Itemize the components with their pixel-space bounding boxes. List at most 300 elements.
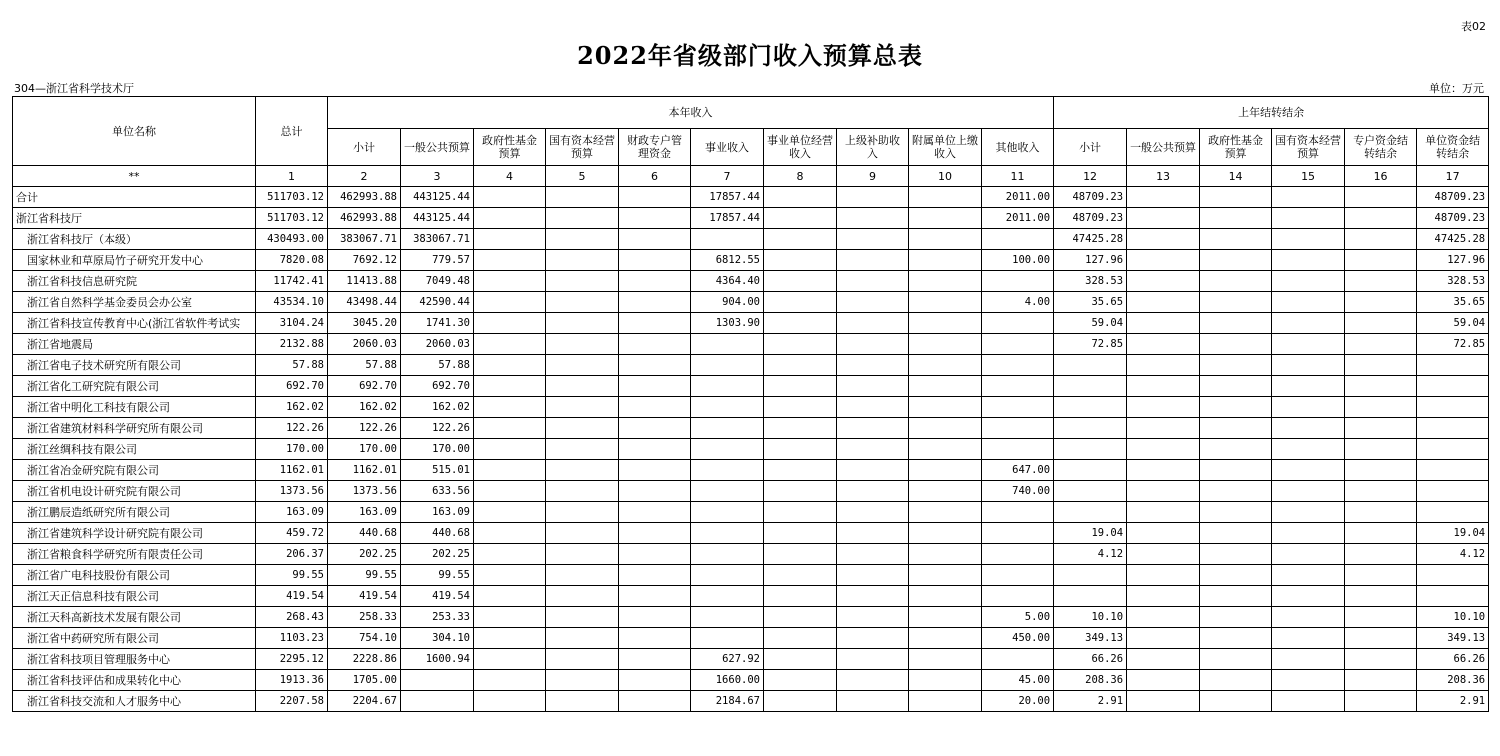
value-cell (546, 313, 619, 334)
value-cell (982, 229, 1054, 250)
column-index: 4 (474, 166, 546, 187)
value-cell (837, 418, 909, 439)
value-cell (474, 355, 546, 376)
value-cell (1054, 376, 1127, 397)
value-cell: 6812.55 (691, 250, 764, 271)
value-cell: 10.10 (1417, 607, 1489, 628)
value-cell: 10.10 (1054, 607, 1127, 628)
table-row (13, 481, 1489, 502)
value-cell (546, 586, 619, 607)
value-cell: 253.33 (401, 607, 474, 628)
column-index: 17 (1417, 166, 1489, 187)
value-cell (1127, 397, 1200, 418)
value-cell (474, 187, 546, 208)
value-cell (1127, 649, 1200, 670)
value-cell: 202.25 (328, 544, 401, 565)
table-row (13, 271, 1489, 292)
value-cell: 48709.23 (1054, 187, 1127, 208)
unit-label: 单位：万元 (1429, 82, 1484, 95)
value-cell (909, 376, 982, 397)
value-cell: 419.54 (256, 586, 328, 607)
value-cell (619, 313, 691, 334)
value-cell (1345, 670, 1417, 691)
value-cell (1127, 691, 1200, 712)
value-cell (1272, 397, 1345, 418)
table-row (13, 670, 1489, 691)
value-cell (691, 376, 764, 397)
value-cell: 170.00 (328, 439, 401, 460)
value-cell (546, 628, 619, 649)
value-cell (1272, 691, 1345, 712)
value-cell (1127, 628, 1200, 649)
table-row (13, 355, 1489, 376)
value-cell (1200, 565, 1272, 586)
value-cell: 443125.44 (401, 187, 474, 208)
value-cell (1345, 334, 1417, 355)
table-row (13, 376, 1489, 397)
value-cell (764, 586, 837, 607)
column-index: 5 (546, 166, 619, 187)
value-cell (691, 439, 764, 460)
table-row (13, 502, 1489, 523)
value-cell (837, 397, 909, 418)
value-cell (1417, 502, 1489, 523)
value-cell: 647.00 (982, 460, 1054, 481)
table-row (13, 607, 1489, 628)
value-cell (1272, 586, 1345, 607)
value-cell (1272, 607, 1345, 628)
value-cell (1127, 460, 1200, 481)
value-cell (1200, 376, 1272, 397)
value-cell (546, 670, 619, 691)
value-cell: 443125.44 (401, 208, 474, 229)
table-row (13, 628, 1489, 649)
value-cell (1272, 250, 1345, 271)
value-cell (764, 691, 837, 712)
value-cell (764, 229, 837, 250)
value-cell (474, 271, 546, 292)
value-cell: 48709.23 (1054, 208, 1127, 229)
value-cell (764, 376, 837, 397)
value-cell: 627.92 (691, 649, 764, 670)
value-cell: 99.55 (256, 565, 328, 586)
value-cell (1272, 439, 1345, 460)
value-cell: 57.88 (256, 355, 328, 376)
column-index: 3 (401, 166, 474, 187)
value-cell: 208.36 (1054, 670, 1127, 691)
value-cell (837, 439, 909, 460)
value-cell: 122.26 (401, 418, 474, 439)
value-cell (474, 628, 546, 649)
value-cell (619, 376, 691, 397)
value-cell (982, 334, 1054, 355)
table-row (13, 250, 1489, 271)
table-row (13, 544, 1489, 565)
value-cell (1345, 250, 1417, 271)
column-header: 财政专户管理资金 (619, 129, 691, 166)
value-cell: 47425.28 (1054, 229, 1127, 250)
value-cell (837, 334, 909, 355)
value-cell (1127, 376, 1200, 397)
value-cell (1054, 397, 1127, 418)
column-index: 8 (764, 166, 837, 187)
value-cell: 462993.88 (328, 208, 401, 229)
value-cell: 4.00 (982, 292, 1054, 313)
unit-name-cell: 浙江省科技交流和人才服务中心 (13, 691, 256, 712)
value-cell (909, 670, 982, 691)
value-cell (1127, 418, 1200, 439)
value-cell (909, 523, 982, 544)
value-cell (1345, 292, 1417, 313)
value-cell: 47425.28 (1417, 229, 1489, 250)
value-cell (546, 565, 619, 586)
value-cell: 419.54 (401, 586, 474, 607)
value-cell (474, 313, 546, 334)
value-cell (764, 397, 837, 418)
column-header: 上级补助收入 (837, 129, 909, 166)
value-cell (619, 439, 691, 460)
value-cell (474, 418, 546, 439)
value-cell (1272, 208, 1345, 229)
value-cell (1200, 250, 1272, 271)
value-cell: 740.00 (982, 481, 1054, 502)
value-cell (1272, 292, 1345, 313)
value-cell (474, 376, 546, 397)
value-cell (619, 691, 691, 712)
value-cell: 779.57 (401, 250, 474, 271)
value-cell (619, 628, 691, 649)
value-cell (1345, 586, 1417, 607)
value-cell: 127.96 (1417, 250, 1489, 271)
value-cell: 1303.90 (691, 313, 764, 334)
value-cell (1345, 565, 1417, 586)
unit-name-cell: 浙江省化工研究院有限公司 (13, 376, 256, 397)
value-cell (1272, 544, 1345, 565)
value-cell (909, 502, 982, 523)
value-cell (546, 544, 619, 565)
value-cell (764, 502, 837, 523)
page-title: 2022年省级部门收入预算总表 (577, 41, 923, 70)
value-cell (1054, 418, 1127, 439)
value-cell (1200, 292, 1272, 313)
value-cell: 99.55 (401, 565, 474, 586)
value-cell (1272, 481, 1345, 502)
value-cell: 1913.36 (256, 670, 328, 691)
value-cell (1200, 229, 1272, 250)
value-cell (764, 523, 837, 544)
value-cell (1272, 187, 1345, 208)
value-cell (474, 649, 546, 670)
value-cell (1417, 481, 1489, 502)
value-cell (1417, 565, 1489, 586)
value-cell (1272, 229, 1345, 250)
value-cell (837, 313, 909, 334)
value-cell: 35.65 (1054, 292, 1127, 313)
value-cell: 17857.44 (691, 187, 764, 208)
unit-name-cell: 浙江省粮食科学研究所有限责任公司 (13, 544, 256, 565)
value-cell (1345, 397, 1417, 418)
value-cell: 692.70 (328, 376, 401, 397)
value-cell (1417, 460, 1489, 481)
value-cell (619, 565, 691, 586)
table-row (13, 460, 1489, 481)
value-cell: 1660.00 (691, 670, 764, 691)
value-cell: 328.53 (1054, 271, 1127, 292)
value-cell (619, 481, 691, 502)
value-cell (546, 439, 619, 460)
value-cell (546, 376, 619, 397)
value-cell (1127, 481, 1200, 502)
value-cell: 163.09 (328, 502, 401, 523)
value-cell (691, 460, 764, 481)
value-cell (1054, 439, 1127, 460)
value-cell (1345, 355, 1417, 376)
value-cell: 7692.12 (328, 250, 401, 271)
unit-name-cell: 浙江省科技评估和成果转化中心 (13, 670, 256, 691)
value-cell: 45.00 (982, 670, 1054, 691)
value-cell: 419.54 (328, 586, 401, 607)
value-cell (909, 544, 982, 565)
value-cell: 1741.30 (401, 313, 474, 334)
value-cell (474, 334, 546, 355)
value-cell (909, 334, 982, 355)
value-cell (546, 502, 619, 523)
header-current-year: 本年收入 (328, 97, 1054, 129)
value-cell (474, 670, 546, 691)
value-cell (1200, 502, 1272, 523)
column-header: 小计 (328, 129, 401, 166)
unit-name-cell: 浙江天正信息科技有限公司 (13, 586, 256, 607)
value-cell: 162.02 (256, 397, 328, 418)
value-cell (401, 691, 474, 712)
table-row (13, 292, 1489, 313)
value-cell: 3104.24 (256, 313, 328, 334)
value-cell (909, 586, 982, 607)
value-cell (837, 523, 909, 544)
value-cell (619, 649, 691, 670)
value-cell: 2011.00 (982, 208, 1054, 229)
value-cell (909, 628, 982, 649)
column-index: 14 (1200, 166, 1272, 187)
table-row (13, 565, 1489, 586)
value-cell (1054, 355, 1127, 376)
value-cell: 72.85 (1417, 334, 1489, 355)
value-cell (909, 481, 982, 502)
unit-name-cell: 浙江省建筑科学设计研究院有限公司 (13, 523, 256, 544)
value-cell (474, 607, 546, 628)
unit-name-cell: 浙江省机电设计研究院有限公司 (13, 481, 256, 502)
table-row (13, 586, 1489, 607)
value-cell (837, 187, 909, 208)
value-cell (1127, 544, 1200, 565)
column-header: 政府性基金预算 (474, 129, 546, 166)
value-cell (619, 586, 691, 607)
value-cell (546, 418, 619, 439)
unit-name-cell: 浙江省地震局 (13, 334, 256, 355)
value-cell (909, 691, 982, 712)
value-cell (1200, 523, 1272, 544)
value-cell (764, 187, 837, 208)
value-cell (982, 271, 1054, 292)
value-cell (474, 439, 546, 460)
value-cell: 163.09 (401, 502, 474, 523)
value-cell (1127, 313, 1200, 334)
value-cell: 19.04 (1054, 523, 1127, 544)
value-cell (546, 271, 619, 292)
table-row (13, 523, 1489, 544)
column-header: 国有资本经营预算 (546, 129, 619, 166)
unit-name-cell: 合计 (13, 187, 256, 208)
value-cell (474, 250, 546, 271)
value-cell (1200, 313, 1272, 334)
value-cell: 2295.12 (256, 649, 328, 670)
value-cell (764, 355, 837, 376)
value-cell (764, 565, 837, 586)
value-cell: 754.10 (328, 628, 401, 649)
value-cell (1200, 355, 1272, 376)
value-cell (619, 502, 691, 523)
value-cell (619, 271, 691, 292)
value-cell (474, 292, 546, 313)
unit-name-cell: 浙江省中药研究所有限公司 (13, 628, 256, 649)
value-cell (837, 271, 909, 292)
value-cell: 440.68 (328, 523, 401, 544)
value-cell (1272, 271, 1345, 292)
value-cell (837, 376, 909, 397)
value-cell (1054, 565, 1127, 586)
column-index: 10 (909, 166, 982, 187)
value-cell (764, 250, 837, 271)
column-header: 国有资本经营预算 (1272, 129, 1345, 166)
value-cell (1200, 271, 1272, 292)
value-cell (546, 607, 619, 628)
value-cell (909, 250, 982, 271)
value-cell (1272, 460, 1345, 481)
value-cell (1200, 649, 1272, 670)
value-cell (1272, 418, 1345, 439)
table-row (13, 397, 1489, 418)
unit-name-cell: 浙江省建筑材料科学研究所有限公司 (13, 418, 256, 439)
value-cell: 48709.23 (1417, 187, 1489, 208)
value-cell (546, 649, 619, 670)
value-cell (1200, 628, 1272, 649)
value-cell: 4.12 (1417, 544, 1489, 565)
value-cell (1272, 376, 1345, 397)
value-cell (764, 313, 837, 334)
value-cell (1127, 208, 1200, 229)
value-cell: 1162.01 (256, 460, 328, 481)
header-last-year: 上年结转结余 (1054, 97, 1489, 129)
value-cell: 2060.03 (401, 334, 474, 355)
value-cell (619, 670, 691, 691)
column-index: 15 (1272, 166, 1345, 187)
table-row (13, 208, 1489, 229)
value-cell (1127, 271, 1200, 292)
column-header: 附属单位上缴收入 (909, 129, 982, 166)
value-cell (546, 691, 619, 712)
value-cell (764, 544, 837, 565)
value-cell: 511703.12 (256, 187, 328, 208)
value-cell (619, 607, 691, 628)
value-cell: 692.70 (401, 376, 474, 397)
value-cell: 48709.23 (1417, 208, 1489, 229)
value-cell (1054, 481, 1127, 502)
value-cell (909, 187, 982, 208)
value-cell (691, 565, 764, 586)
value-cell (1417, 439, 1489, 460)
value-cell (982, 313, 1054, 334)
value-cell (1272, 670, 1345, 691)
value-cell (837, 586, 909, 607)
value-cell (546, 334, 619, 355)
value-cell: 268.43 (256, 607, 328, 628)
value-cell: 430493.00 (256, 229, 328, 250)
value-cell (546, 523, 619, 544)
value-cell (691, 481, 764, 502)
value-cell: 11413.88 (328, 271, 401, 292)
value-cell: 692.70 (256, 376, 328, 397)
value-cell (1127, 355, 1200, 376)
value-cell: 304.10 (401, 628, 474, 649)
table-row (13, 439, 1489, 460)
value-cell (1345, 460, 1417, 481)
value-cell (982, 544, 1054, 565)
value-cell: 450.00 (982, 628, 1054, 649)
value-cell (837, 628, 909, 649)
value-cell: 59.04 (1054, 313, 1127, 334)
value-cell (474, 523, 546, 544)
column-header: 一般公共预算 (1127, 129, 1200, 166)
value-cell (909, 418, 982, 439)
value-cell (1417, 376, 1489, 397)
value-cell (764, 460, 837, 481)
value-cell (1127, 292, 1200, 313)
value-cell (1127, 586, 1200, 607)
value-cell: 127.96 (1054, 250, 1127, 271)
value-cell (546, 397, 619, 418)
value-cell (982, 502, 1054, 523)
value-cell (691, 355, 764, 376)
column-header: 一般公共预算 (401, 129, 474, 166)
unit-name-cell: 浙江省自然科学基金委员会办公室 (13, 292, 256, 313)
value-cell (1345, 628, 1417, 649)
value-cell (837, 565, 909, 586)
unit-name-cell: 浙江丝绸科技有限公司 (13, 439, 256, 460)
value-cell (837, 250, 909, 271)
value-cell (546, 250, 619, 271)
column-header: 单位资金结转结余 (1417, 129, 1489, 166)
value-cell: 170.00 (401, 439, 474, 460)
table-row (13, 334, 1489, 355)
value-cell (837, 460, 909, 481)
value-cell (546, 229, 619, 250)
table-row (13, 313, 1489, 334)
value-cell (1200, 670, 1272, 691)
value-cell: 2204.67 (328, 691, 401, 712)
column-index: 2 (328, 166, 401, 187)
value-cell (691, 628, 764, 649)
value-cell (982, 418, 1054, 439)
department-label: 304—浙江省科学技术厅 (14, 82, 134, 95)
value-cell: 1705.00 (328, 670, 401, 691)
value-cell: 511703.12 (256, 208, 328, 229)
value-cell (909, 460, 982, 481)
table-row (13, 229, 1489, 250)
value-cell (1345, 271, 1417, 292)
value-cell: 163.09 (256, 502, 328, 523)
value-cell (1200, 607, 1272, 628)
column-header: 专户资金结转结余 (1345, 129, 1417, 166)
